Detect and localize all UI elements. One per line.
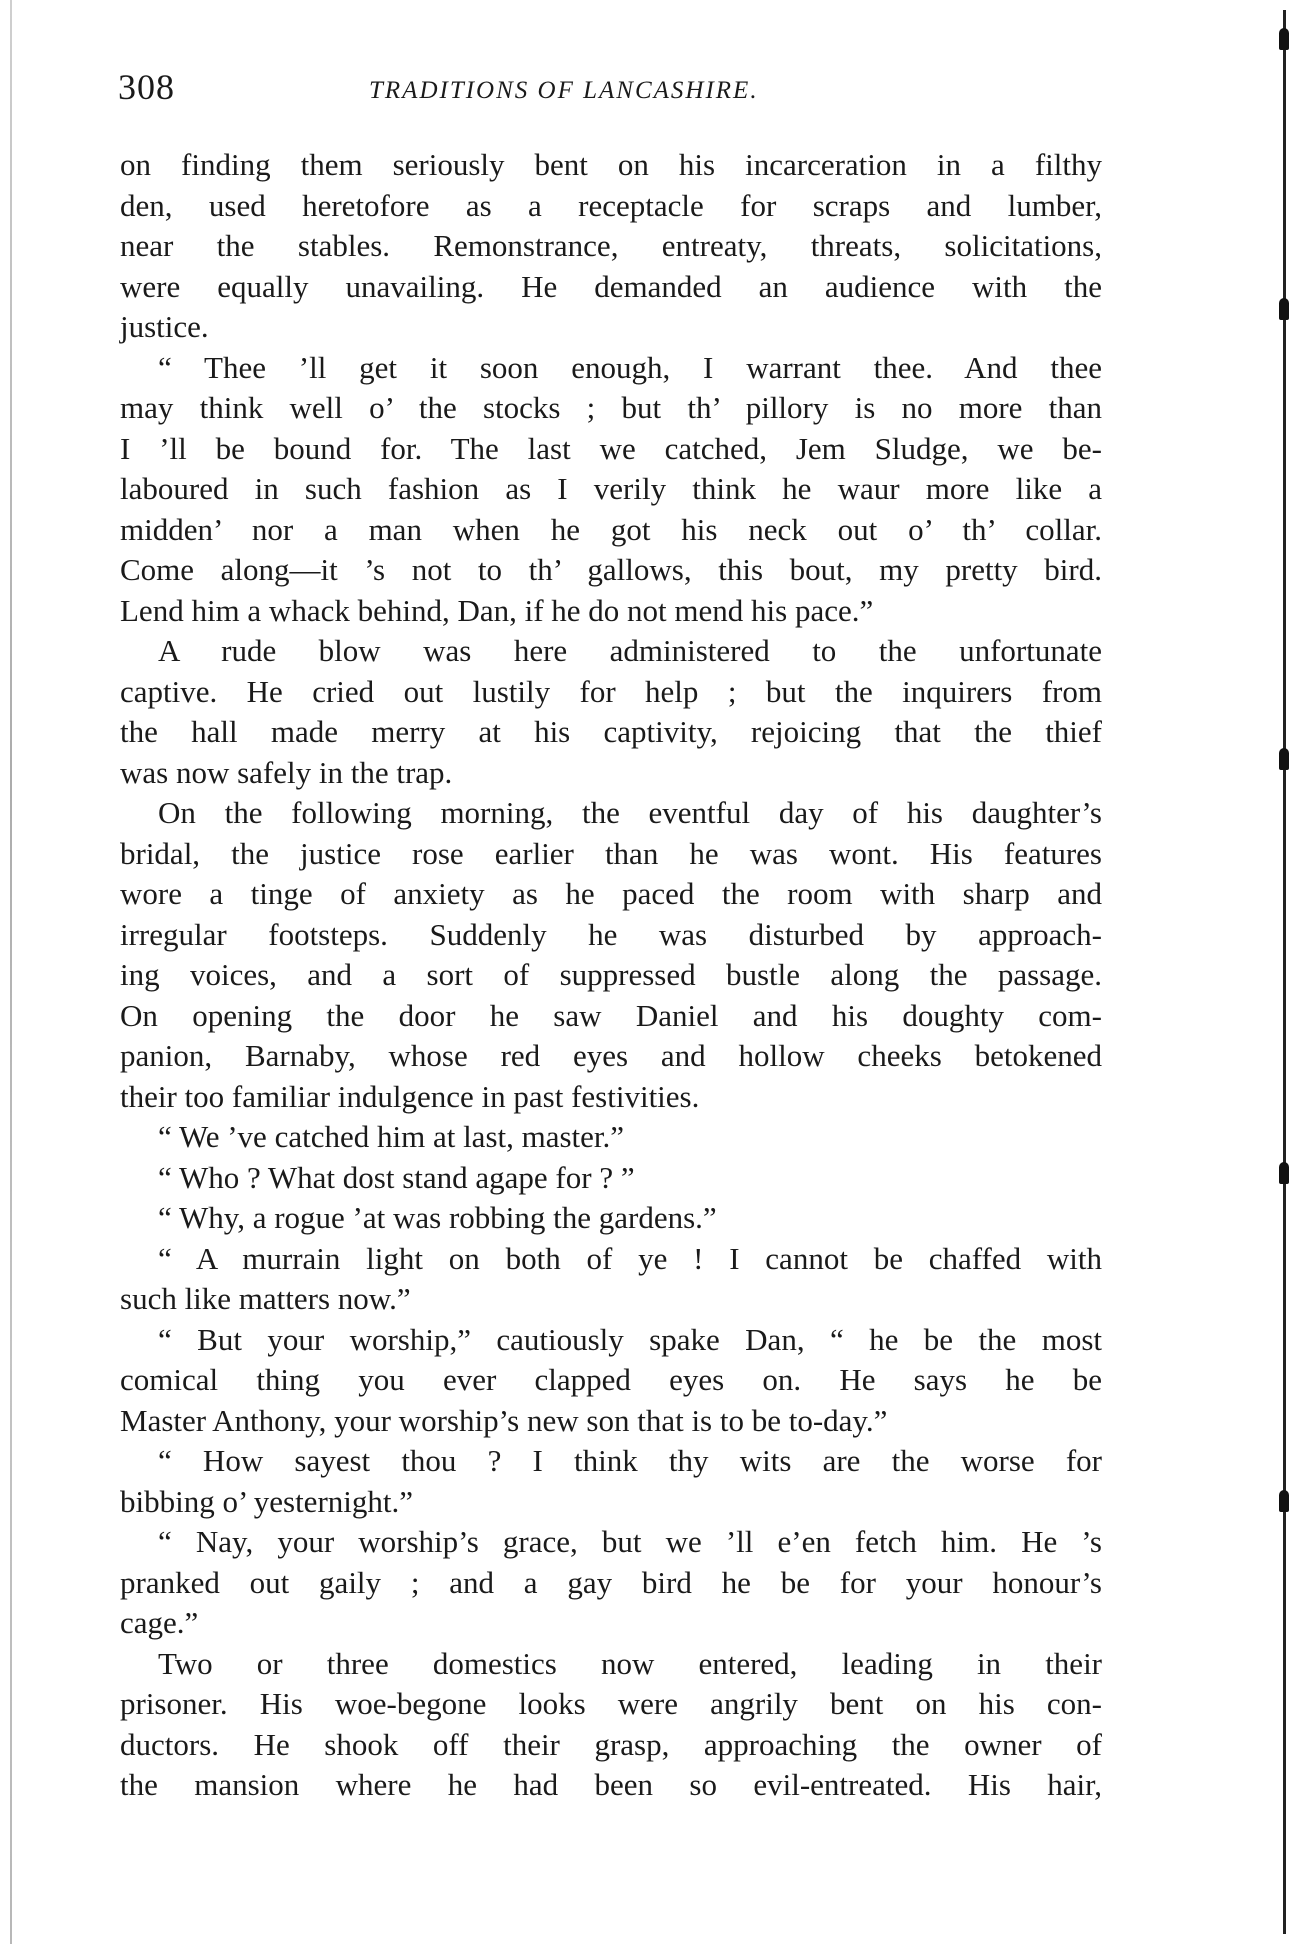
text-line: Master Anthony, your worship’s new son that is to be to-day.” <box>120 1402 888 1438</box>
text-line: Come along—it ’s not to th’ gallows, this bout, my pretty bird. <box>120 552 1102 587</box>
text-line: captive. He cried out lustily for help ; but the inquirers from <box>120 673 1102 709</box>
edge-mark <box>1279 1490 1289 1512</box>
text-line: “ A murrain light on both of ye ! I cannot be chaffed with <box>158 1240 1102 1276</box>
text-line: panion, Barnaby, whose red eyes and hollow cheeks betokened <box>120 1038 1102 1073</box>
text-line: were equally unavailing. He demanded an audience with the <box>120 268 1102 304</box>
text-line: may think well o’ the stocks ; but th’ pillory is no more than <box>120 390 1102 425</box>
text-line: ing voices, and a sort of suppressed bustle along the passage. <box>120 957 1102 992</box>
text-line: cage.” <box>120 1605 199 1640</box>
text-line: On the following morning, the eventful day of his daughter’s <box>158 795 1102 830</box>
text-line: comical thing you ever clapped eyes on. He says he be <box>120 1362 1102 1397</box>
text-line: prisoner. His woe-begone looks were angrily bent on his con- <box>120 1686 1102 1721</box>
text-line: “ But your worship,” cautiously spake Dan, “ he be the most <box>158 1321 1102 1357</box>
page-number: 308 <box>118 67 175 107</box>
text-line: den, used heretofore as a receptacle for scraps and lumber, <box>120 187 1102 223</box>
text-line: irregular footsteps. Suddenly he was disturbed by approach- <box>120 916 1102 952</box>
text-line: the mansion where he had been so evil-entreated. His hair, <box>120 1767 1102 1802</box>
text-line: wore a tinge of anxiety as he paced the room with sharp and <box>120 876 1102 911</box>
text-line: laboured in such fashion as I verily think he waur more like a <box>120 471 1102 506</box>
text-line: I ’ll be bound for. The last we catched, Jem Sludge, we be- <box>120 430 1102 466</box>
text-line: the hall made merry at his captivity, rejoicing that the thief <box>120 714 1102 749</box>
text-line: “ How sayest thou ? I think thy wits are the worse for <box>158 1443 1102 1478</box>
edge-mark <box>1279 298 1289 320</box>
text-line: bridal, the justice rose earlier than he was wont. His features <box>120 835 1102 871</box>
text-line: “ Thee ’ll get it soon enough, I warrant thee. And thee <box>158 349 1102 385</box>
text-line: bibbing o’ yesternight.” <box>120 1483 414 1519</box>
text-line: ductors. He shook off their grasp, approaching the owner of <box>120 1726 1102 1762</box>
text-line: such like matters now.” <box>120 1281 411 1316</box>
text-line: “ Who ? What dost stand agape for ? ” <box>158 1159 635 1195</box>
text-line: On opening the door he saw Daniel and his doughty com- <box>120 997 1102 1033</box>
text-line: their too familiar indulgence in past festivities. <box>120 1078 700 1114</box>
text-line: “ Why, a rogue ’at was robbing the gardens.” <box>158 1200 717 1235</box>
text-line: A rude blow was here administered to the unfortunate <box>158 633 1102 668</box>
text-line: pranked out gaily ; and a gay bird he be for your honour’s <box>120 1564 1102 1600</box>
text-line: “ Nay, your worship’s grace, but we ’ll e’en fetch him. He ’s <box>158 1524 1102 1559</box>
text-line: “ We ’ve catched him at last, master.” <box>158 1119 625 1154</box>
edge-mark <box>1279 1162 1289 1184</box>
text-line: midden’ nor a man when he got his neck out o’ th’ collar. <box>120 511 1102 547</box>
text-line: Lend him a whack behind, Dan, if he do not mend his pace.” <box>120 592 874 628</box>
text-line: was now safely in the trap. <box>120 754 453 790</box>
edge-mark <box>1279 748 1289 770</box>
text-line: on finding them seriously bent on his incarceration in a filthy <box>120 147 1102 182</box>
edge-mark <box>1279 28 1289 50</box>
page-header <box>118 66 1108 116</box>
text-line: justice. <box>120 309 209 344</box>
page-left-edge <box>10 0 12 1944</box>
text-line: Two or three domestics now entered, leading in their <box>158 1645 1102 1681</box>
text-line: near the stables. Remonstrance, entreaty, threats, solicitations, <box>120 228 1102 263</box>
body-text <box>120 145 1102 1806</box>
running-head: TRADITIONS OF LANCASHIRE. <box>369 77 759 104</box>
